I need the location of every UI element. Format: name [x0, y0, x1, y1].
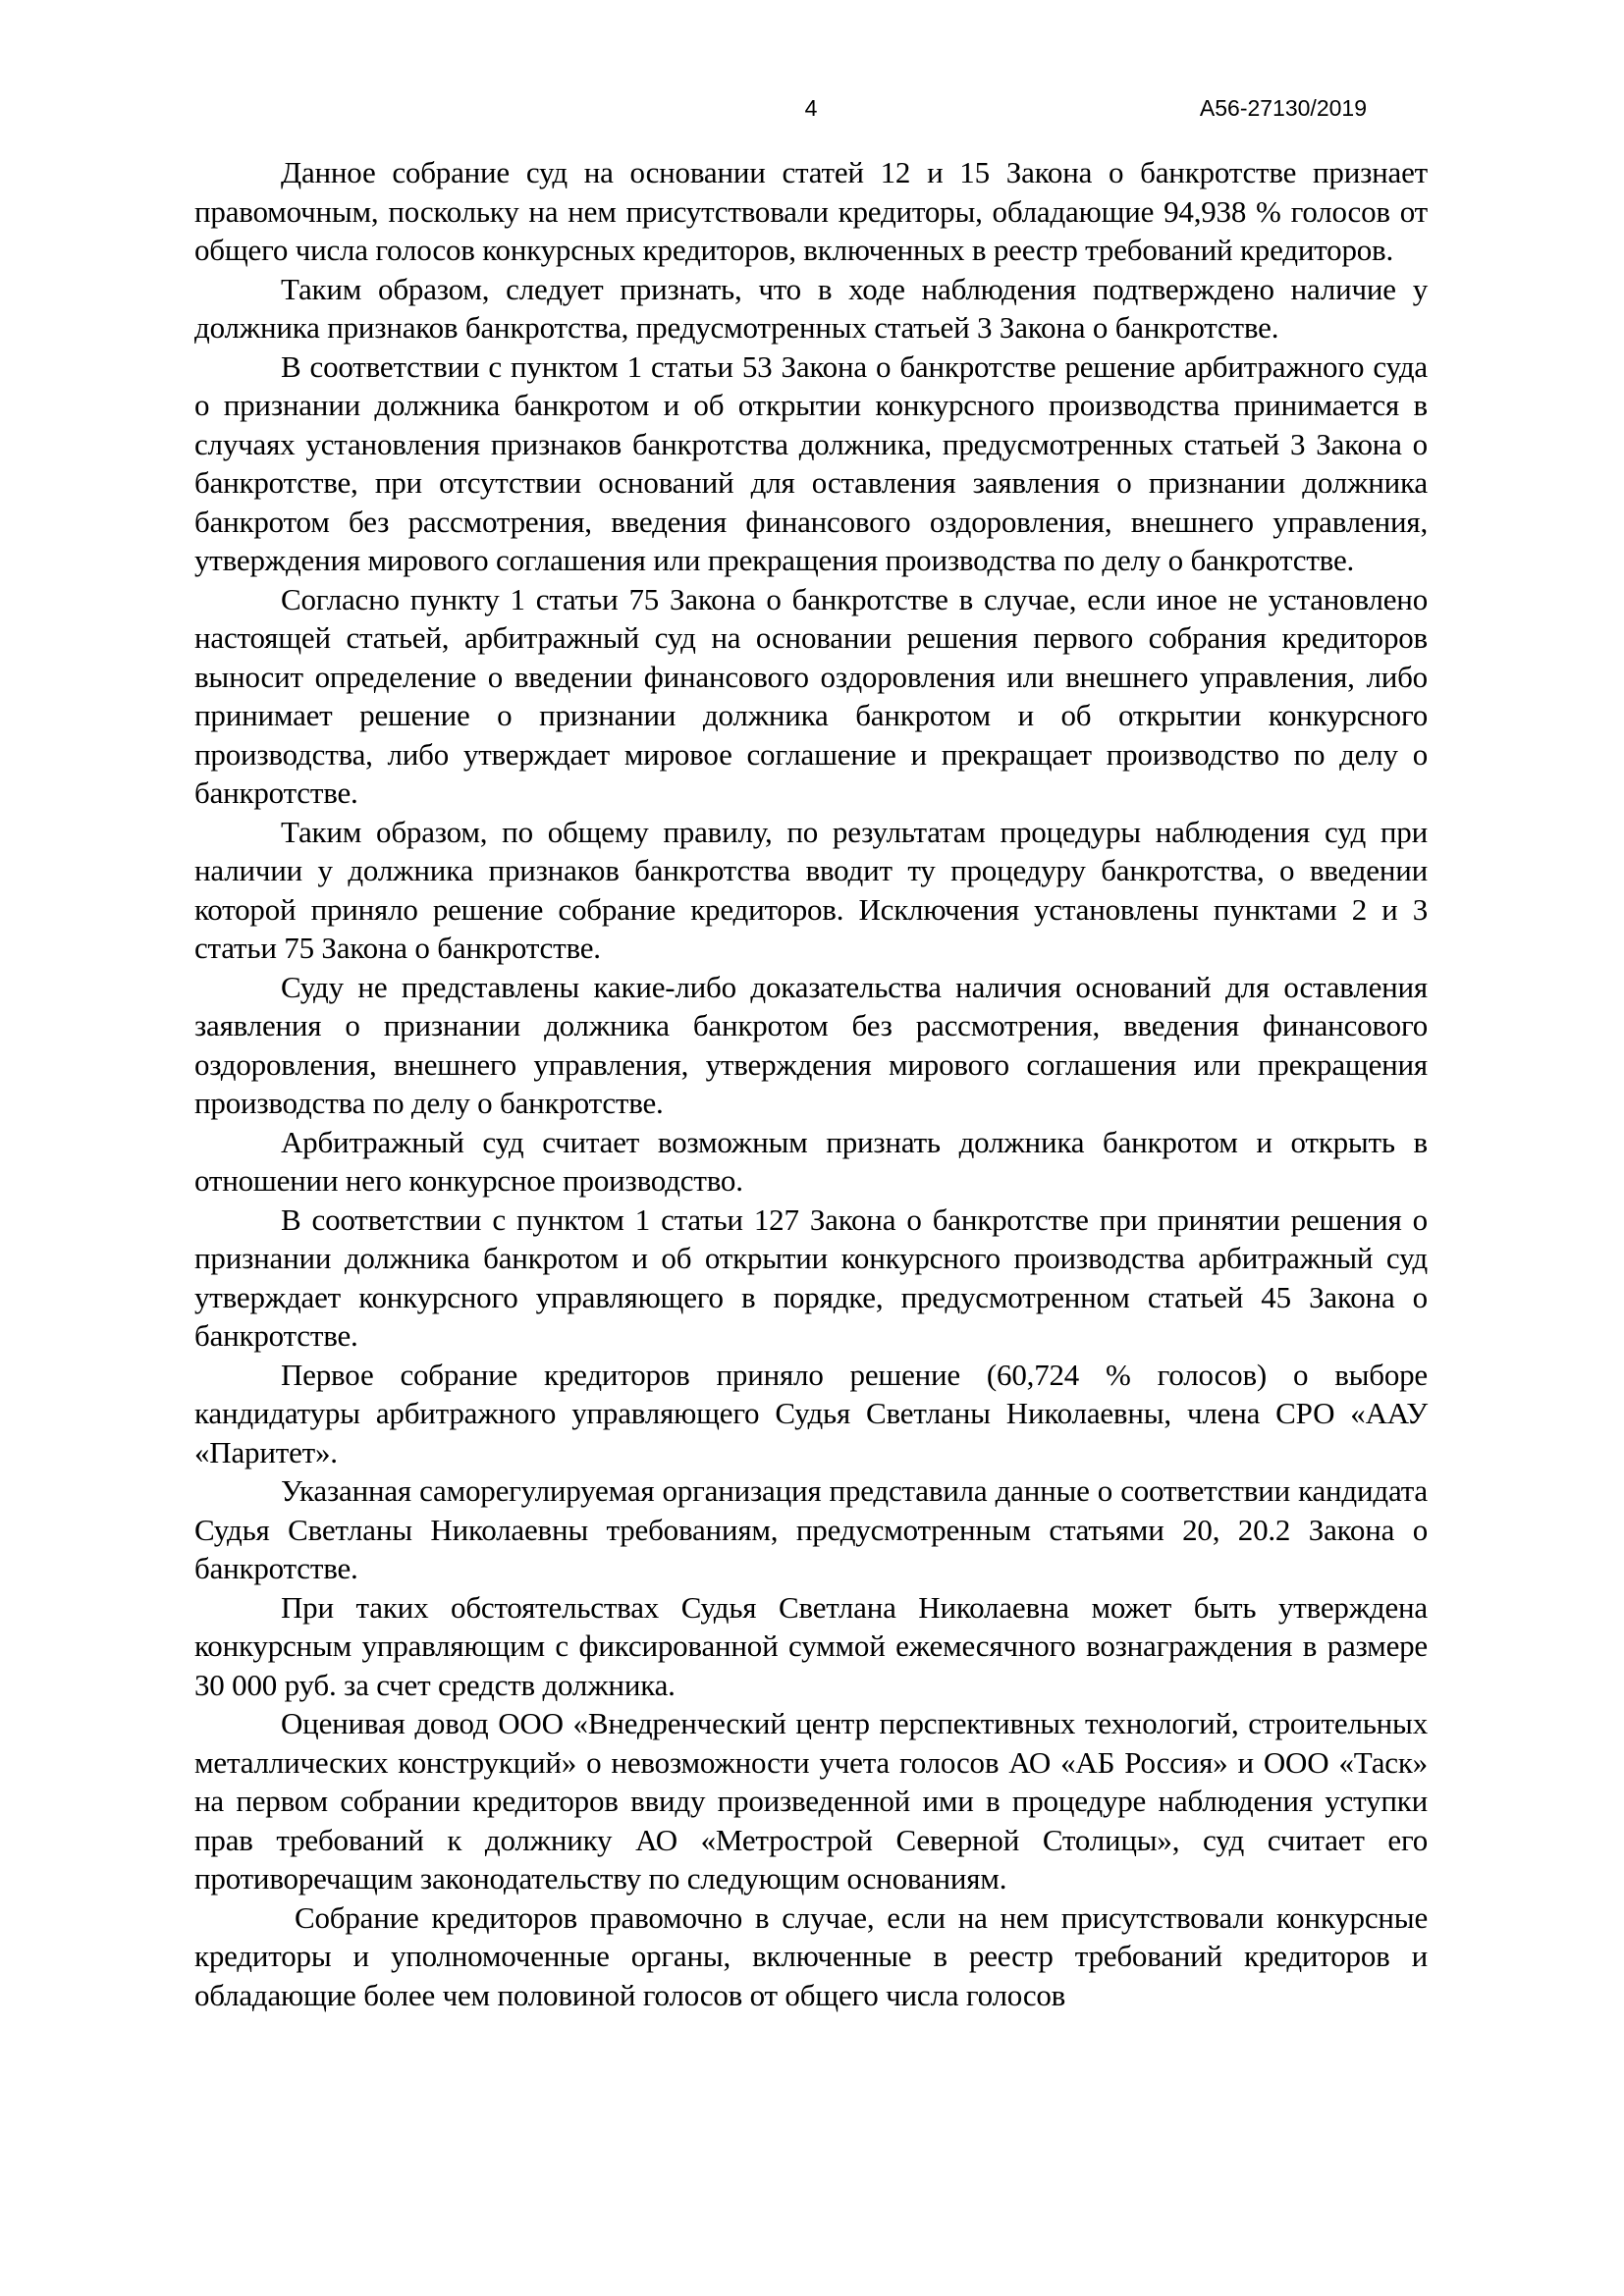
paragraph: Указанная саморегулируемая организация представила данные о соответствии кандидата Судья Светланы Николаевны требованиям, предусмотренным статьями 20, 20.2 Закона о банкротстве. [194, 1473, 1428, 1585]
paragraph: Таким образом, следует признать, что в ходе наблюдения подтверждено наличие у должника признаков банкротства, предусмотренных статьей 3 Закона о банкротстве. [194, 271, 1428, 345]
paragraph: Суду не представлены какие-либо доказательства наличия оснований для оставления заявления о признании должника банкротом без рассмотрения, введения финансового оздоровления, внешнего управления, утверждения мирового соглашения или прекращения производства по делу о банкротстве. [194, 969, 1428, 1120]
document-body [194, 153, 1428, 2014]
paragraph: В соответствии с пунктом 1 статьи 53 Закона о банкротстве решение арбитражного суда о признании должника банкротом и об открытии конкурсного производства принимается в случаях установления признаков банкротства должника, предусмотренных статьей 3 Закона о банкротстве, при отсутствии оснований для оставления заявления о признании должника банкротом без рассмотрения, введения финансового оздоровления, внешнего управления, утверждения мирового соглашения или прекращения производства по делу о банкротстве. [194, 348, 1428, 577]
paragraph: Данное собрание суд на основании статей 12 и 15 Закона о банкротстве признает правомочным, поскольку на нем присутствовали кредиторы, обладающие 94,938 % голосов от общего числа голосов конкурсных кредиторов, включенных в реестр требований кредиторов. [194, 155, 1428, 267]
page-number: 4 [804, 95, 818, 121]
paragraph: Согласно пункту 1 статьи 75 Закона о банкротстве в случае, если иное не установлено настоящей статьей, арбитражный суд на основании решения первого собрания кредиторов выносит определение о введении финансового оздоровления или внешнего управления, либо принимает решение о признании должника банкротом и об открытии конкурсного производства, либо утверждает мировое соглашение и прекращает производство по делу о банкротстве. [194, 581, 1428, 810]
paragraph: При таких обстоятельствах Судья Светлана Николаевна может быть утверждена конкурсным управляющим с фиксированной суммой ежемесячного вознаграждения в размере 30 000 руб. за счет средств должника. [194, 1589, 1428, 1702]
paragraph: Первое собрание кредиторов приняло решение (60,724 % голосов) о выборе кандидатуры арбитражного управляющего Судья Светланы Николаевны, члена СРО «ААУ «Паритет». [194, 1357, 1428, 1469]
paragraph: В соответствии с пунктом 1 статьи 127 Закона о банкротстве при принятии решения о признании должника банкротом и об открытии конкурсного производства арбитражный суд утверждает конкурсного управляющего в порядке, предусмотренном статьей 45 Закона о банкротстве. [194, 1201, 1428, 1353]
paragraph: Таким образом, по общему правилу, по результатам процедуры наблюдения суд при наличии у должника признаков банкротства вводит ту процедуру банкротства, о введении которой приняло решение собрание кредиторов. Исключения установлены пунктами 2 и 3 статьи 75 Закона о банкротстве. [194, 814, 1428, 965]
paragraph: Арбитражный суд считает возможным признать должника банкротом и открыть в отношении него конкурсное производство. [194, 1124, 1428, 1198]
paragraph: Оценивая довод ООО «Внедренческий центр перспективных технологий, строительных металлических конструкций» о невозможности учета голосов АО «АБ Россия» и ООО «Таск» на первом собрании кредиторов ввиду произведенной ими в процедуре наблюдения уступки прав требований к должнику АО «Метрострой Северной Столицы», суд считает его противоречащим законодательству по следующим основаниям. [194, 1706, 1428, 1896]
case-number: А56-27130/2019 [1199, 95, 1367, 121]
paragraph: Собрание кредиторов правомочно в случае, если на нем присутствовали конкурсные кредиторы и уполномоченные органы, включенные в реестр требований кредиторов и обладающие более чем половиной голосов от общего числа голосов [194, 1899, 1428, 2012]
page-header [194, 93, 1428, 125]
